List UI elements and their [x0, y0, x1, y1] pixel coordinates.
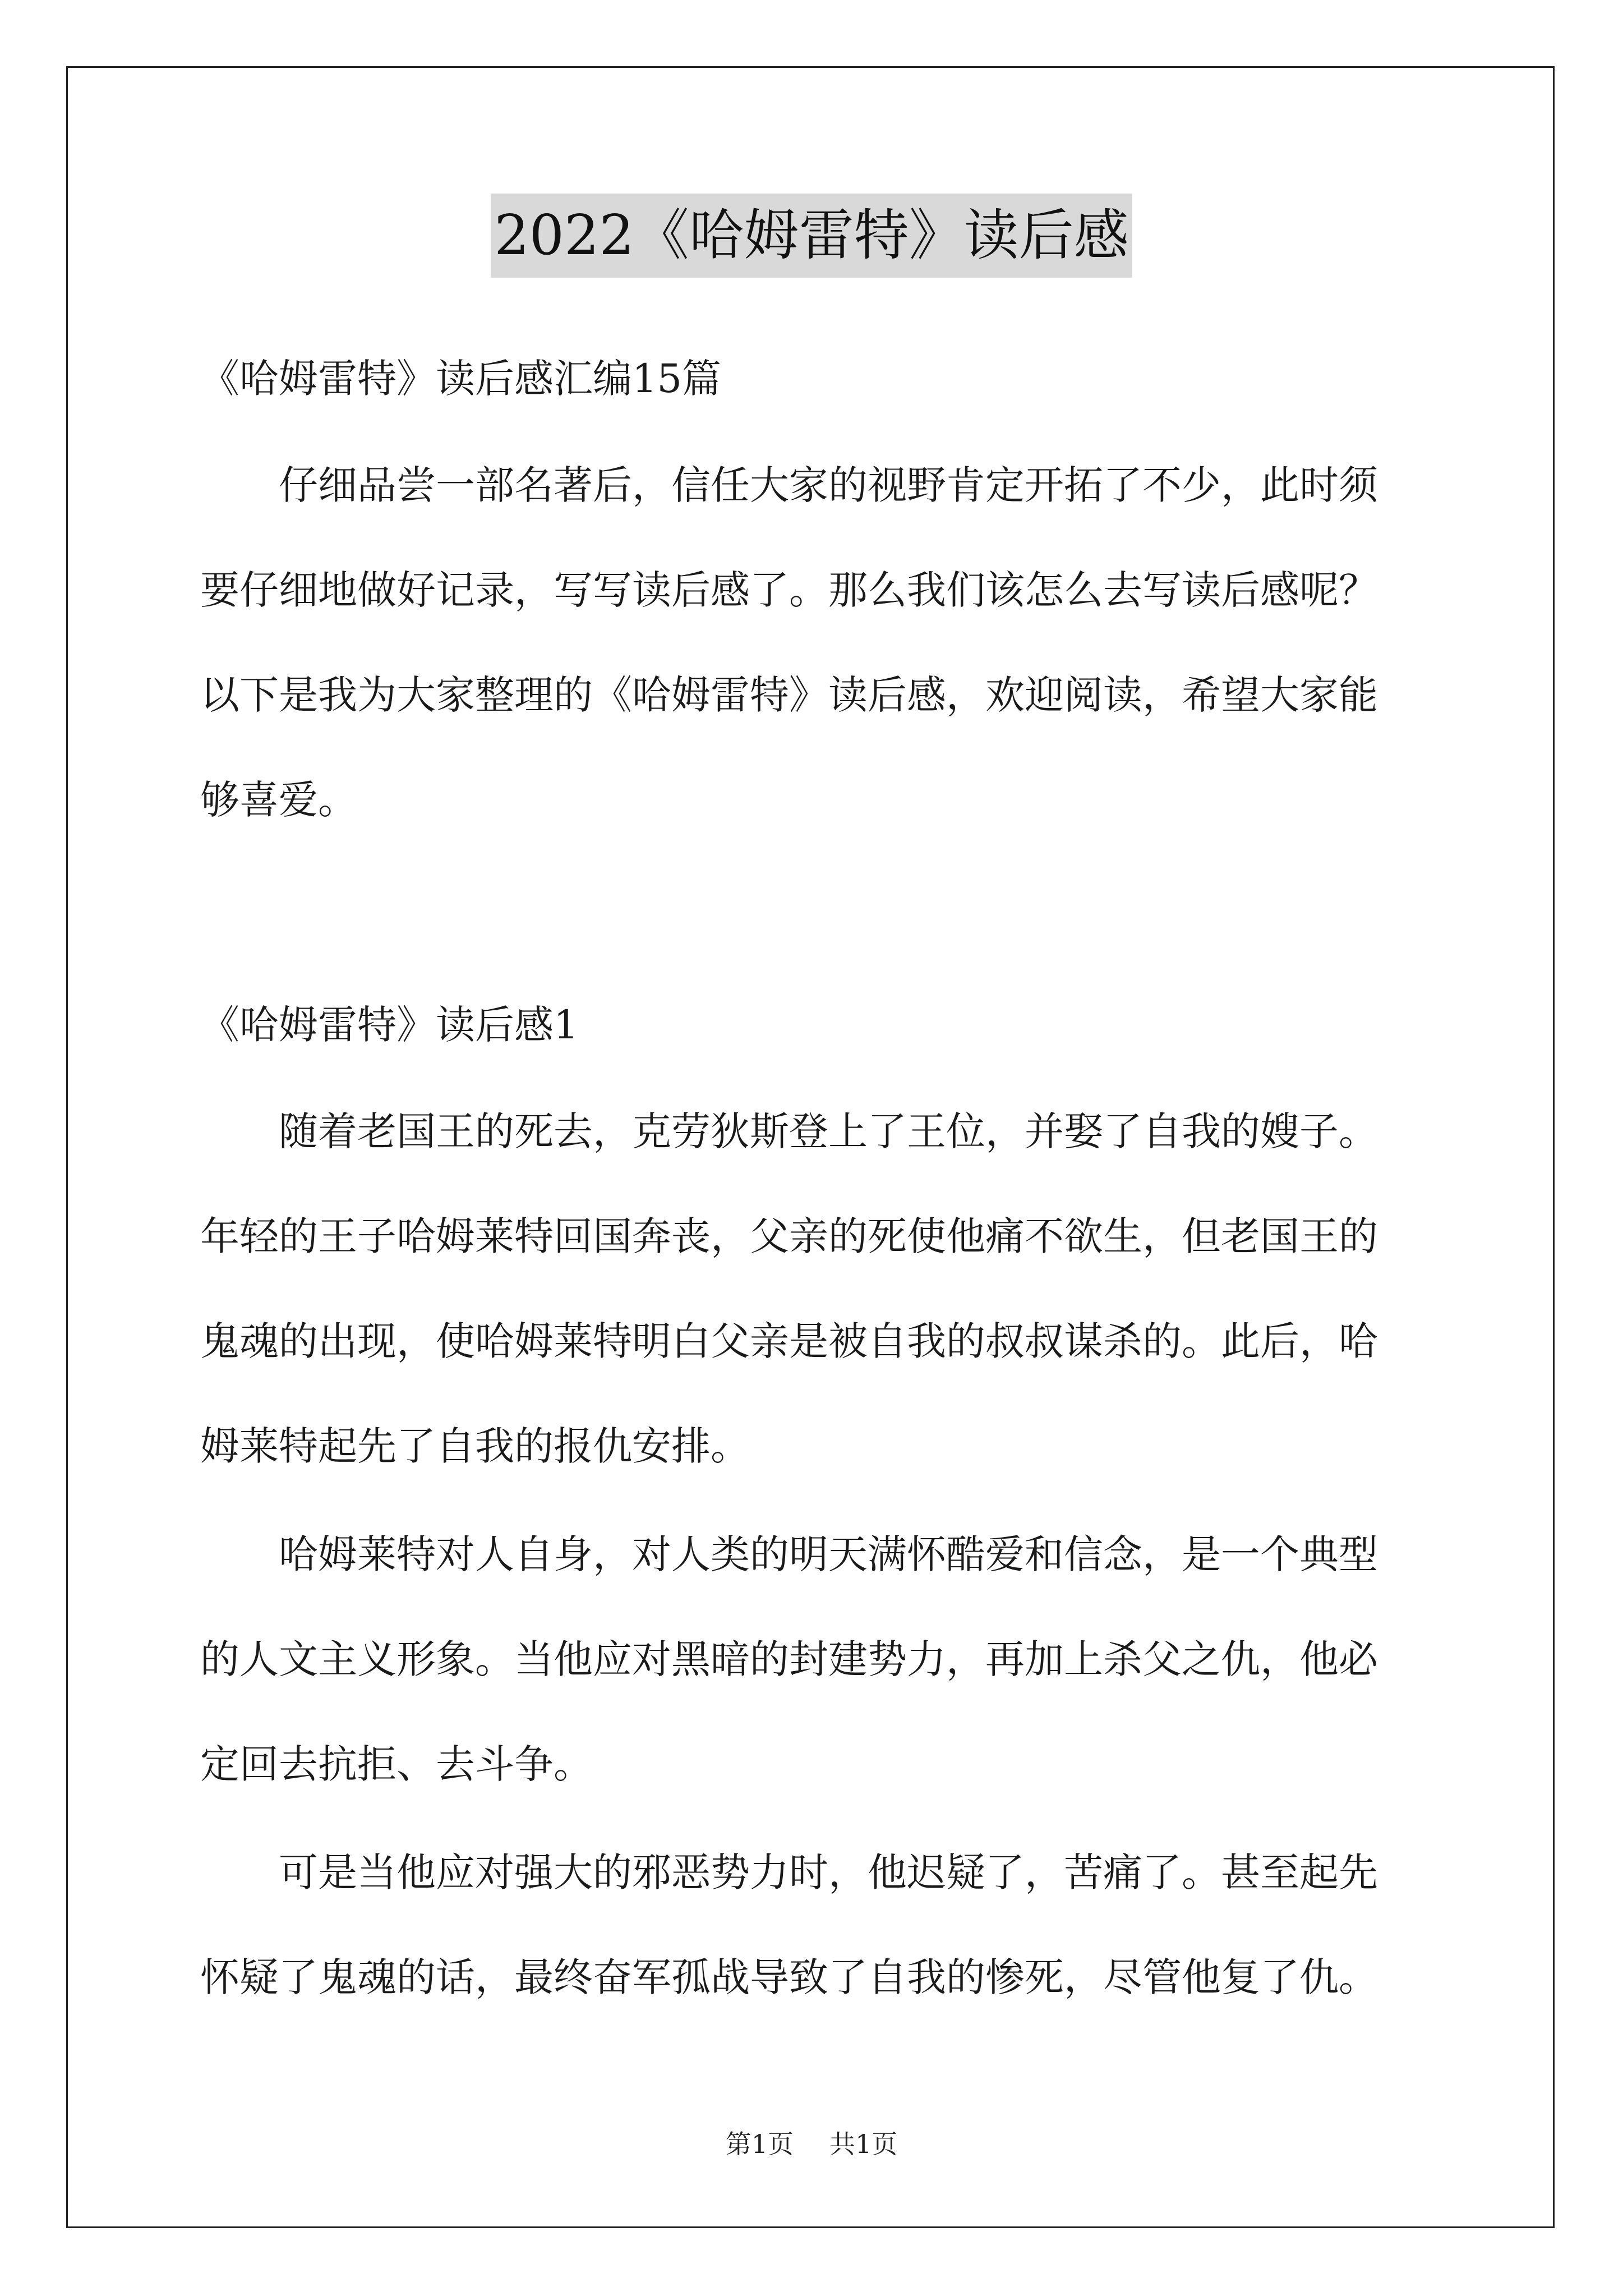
- title-container: [0, 194, 1623, 278]
- para1-line-4: 姆莱特起先了自我的报仇安排。: [200, 1423, 750, 1469]
- para2-line-1: 哈姆莱特对人自身，对人类的明天满怀酷爱和信念，是一个典型: [279, 1531, 1378, 1577]
- para1-line-3: 鬼魂的出现，使哈姆莱特明白父亲是被自我的叔叔谋杀的。此后，哈: [200, 1318, 1378, 1364]
- intro-line-1: 仔细品尝一部名著后，信任大家的视野肯定开拓了不少，此时须: [279, 462, 1378, 508]
- document-subtitle: 《哈姆雷特》读后感汇编15篇: [200, 356, 722, 402]
- section-heading-1: 《哈姆雷特》读后感1: [200, 1002, 579, 1048]
- para3-line-1: 可是当他应对强大的邪恶势力时，他迟疑了，苦痛了。甚至起先: [279, 1849, 1378, 1895]
- page-footer: [0, 2127, 1623, 2161]
- page-number: 第1页: [725, 2129, 794, 2159]
- para1-line-1: 随着老国王的死去，克劳狄斯登上了王位，并娶了自我的嫂子。: [279, 1108, 1378, 1154]
- intro-line-2: 要仔细地做好记录，写写读后感了。那么我们该怎么去写读后感呢？: [200, 567, 1378, 613]
- page-total: 共1页: [829, 2129, 898, 2159]
- document-title: 2022《哈姆雷特》读后感: [491, 194, 1132, 278]
- intro-line-3: 以下是我为大家整理的《哈姆雷特》读后感，欢迎阅读，希望大家能: [200, 672, 1378, 718]
- para3-line-2: 怀疑了鬼魂的话，最终奋军孤战导致了自我的惨死，尽管他复了仇。: [200, 1954, 1378, 2000]
- para2-line-2: 的人文主义形象。当他应对黑暗的封建势力，再加上杀父之仇，他必: [200, 1636, 1378, 1682]
- para2-line-3: 定回去抗拒、去斗争。: [200, 1741, 593, 1787]
- intro-line-4: 够喜爱。: [200, 777, 357, 823]
- para1-line-2: 年轻的王子哈姆莱特回国奔丧，父亲的死使他痛不欲生，但老国王的: [200, 1213, 1378, 1259]
